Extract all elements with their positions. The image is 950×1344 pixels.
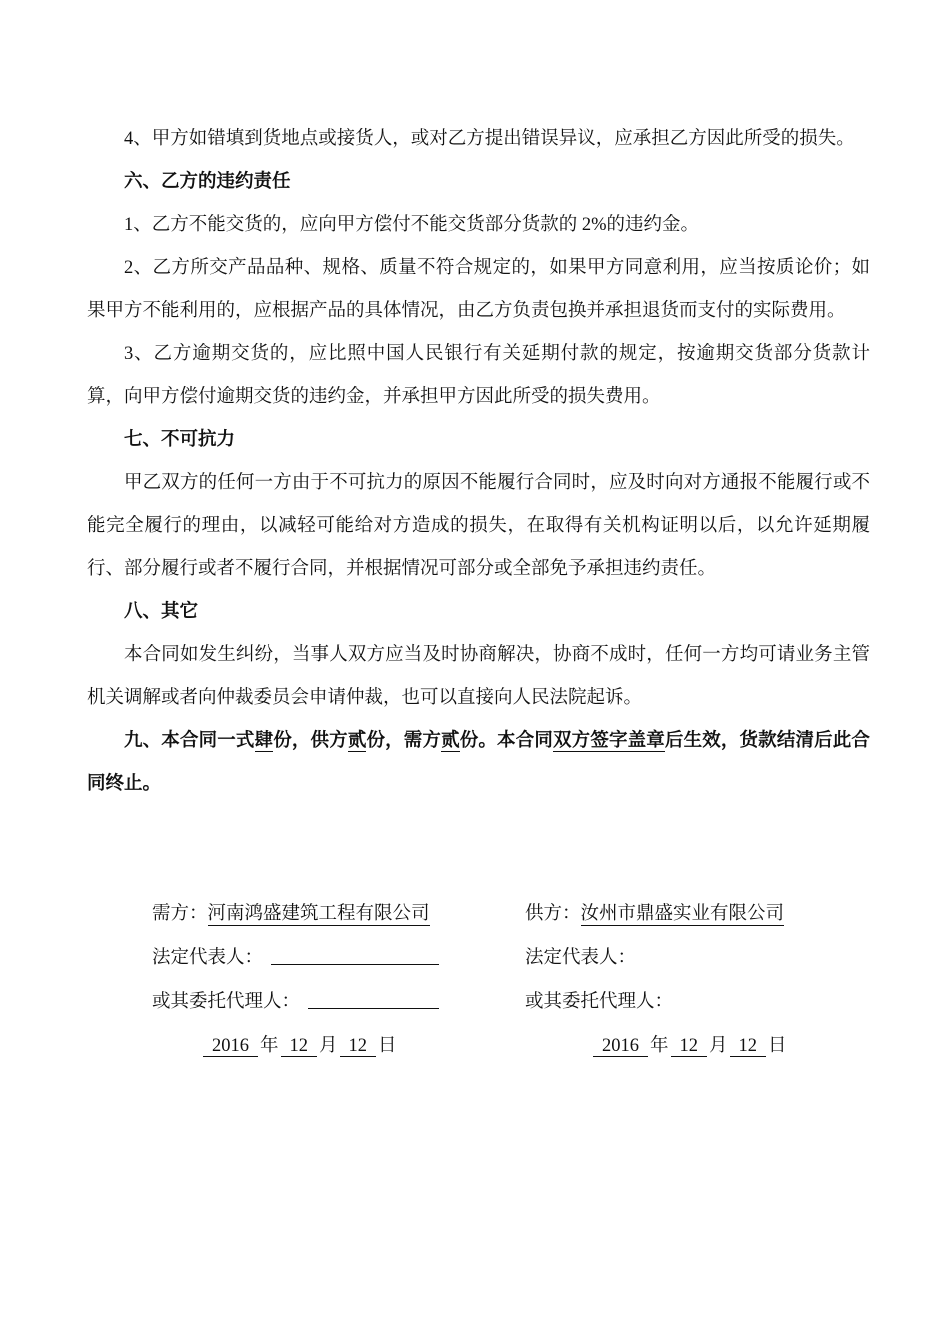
section-7-body: 甲乙双方的任何一方由于不可抗力的原因不能履行合同时，应及时向对方通报不能履行或不能完全履行的理由，以减轻可能给对方造成的损失，在取得有关机构证明以后，以允许延期履行、部分履行或者不履行合同，并根据情况可部分或全部免予承担违约责任。 xyxy=(87,473,870,579)
demander-date-day: 12 xyxy=(340,1036,377,1057)
demander-company-name: 河南鸿盛建筑工程有限公司 xyxy=(207,904,430,924)
clause-9-underlined-sign-seal: 双方签字盖章 xyxy=(553,731,665,751)
demander-agent-label: 或其委托代理人： xyxy=(152,992,301,1012)
demander-date-year: 2016 xyxy=(203,1036,258,1057)
supplier-agent-line xyxy=(525,980,870,1024)
section-6-item-2: 2、乙方所交产品品种、规格、质量不符合规定的，如果甲方同意利用，应当按质论价；如果甲方不能利用的，应根据产品的具体情况，由乙方负责包换并承担退货而支付的实际费用。 xyxy=(87,258,870,321)
section-8-body: 本合同如发生纠纷，当事人双方应当及时协商解决，协商不成时，任何一方均可请业务主管机关调解或者向仲裁委员会申请仲裁，也可以直接向人民法院起诉。 xyxy=(87,645,870,708)
signature-row-party xyxy=(87,892,870,936)
signature-row-date xyxy=(87,1024,870,1068)
demander-date-month: 12 xyxy=(281,1036,318,1057)
signature-block xyxy=(87,892,870,1068)
demander-label: 需方： xyxy=(152,904,208,924)
clause-9-underlined-copies-total: 肆 xyxy=(254,731,274,751)
supplier-date-month: 12 xyxy=(671,1036,708,1057)
section-6-item-3: 3、乙方逾期交货的，应比照中国人民银行有关延期付款的规定，按逾期交货部分货款计算，向甲方偿付逾期交货的违约金，并承担甲方因此所受的损失费用。 xyxy=(87,344,870,407)
demander-agent-line xyxy=(87,980,525,1024)
clause-9-text: 九、本合同一式 xyxy=(124,731,255,751)
supplier-agent-label: 或其委托代理人： xyxy=(525,992,674,1012)
section-7-heading: 七、不可抗力 xyxy=(124,430,236,450)
demander-legal-rep-blank xyxy=(271,964,439,965)
signature-row-agent xyxy=(87,980,870,1024)
clause-9: 九、本合同一式肆份，供方贰份，需方贰份。本合同双方签字盖章后生效，货款结清后此合同终止。 xyxy=(87,731,870,794)
supplier-party-line xyxy=(525,892,870,936)
demander-legal-rep-label: 法定代表人： xyxy=(152,948,264,968)
demander-date-line: 2016 年 12 月 12 日 xyxy=(87,1024,525,1068)
supplier-date-line: 2016 年 12 月 12 日 xyxy=(525,1024,870,1068)
section-8-heading: 八、其它 xyxy=(124,602,199,622)
clause-4: 4、甲方如错填到货地点或接货人，或对乙方提出错误异议，应承担乙方因此所受的损失。 xyxy=(124,129,855,149)
clause-9-underlined-demander-copies: 贰 xyxy=(441,731,460,751)
supplier-company-name: 汝州市鼎盛实业有限公司 xyxy=(580,904,785,924)
demander-party-line xyxy=(87,892,525,936)
section-6-heading: 六、乙方的违约责任 xyxy=(124,172,291,192)
supplier-date-day: 12 xyxy=(730,1036,767,1057)
demander-agent-blank xyxy=(308,1008,439,1009)
clause-9-underlined-supplier-copies: 贰 xyxy=(347,731,367,751)
supplier-legal-rep-line xyxy=(525,936,870,980)
demander-legal-rep-line xyxy=(87,936,525,980)
section-6-item-1: 1、乙方不能交货的，应向甲方偿付不能交货部分货款的 2%的违约金。 xyxy=(124,215,700,235)
signature-row-legal-rep xyxy=(87,936,870,980)
supplier-legal-rep-label: 法定代表人： xyxy=(525,948,637,968)
supplier-date-year: 2016 xyxy=(593,1036,648,1057)
supplier-label: 供方： xyxy=(525,904,581,924)
